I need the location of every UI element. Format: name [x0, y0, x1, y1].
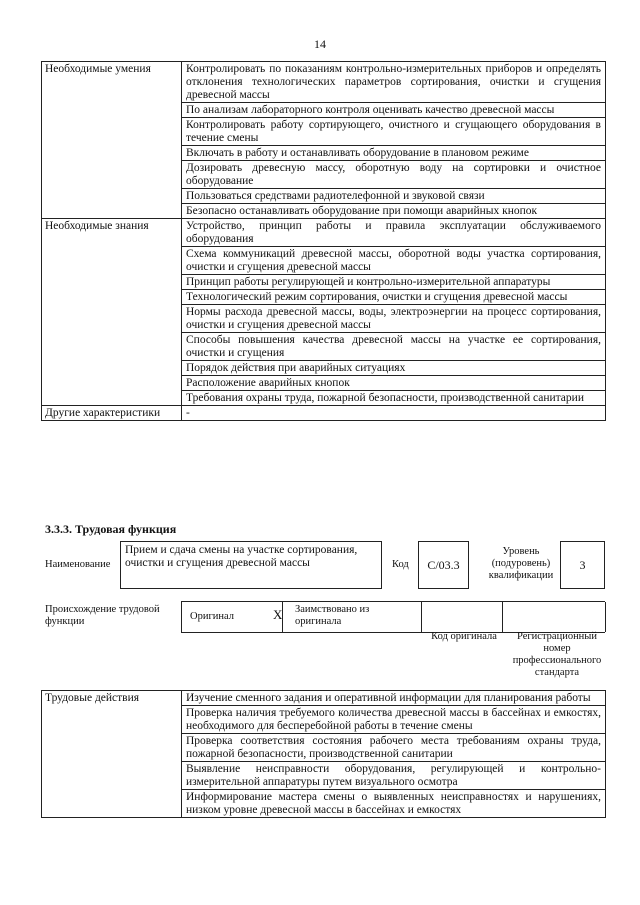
original-label: Оригинал: [190, 611, 234, 622]
level-label: Уровень (подуровень) квалификации: [488, 546, 554, 581]
table-row: [42, 62, 606, 103]
code-label: Код: [392, 559, 409, 570]
borrowed-label: Заимствовано из оригинала: [295, 604, 370, 627]
knowledge-item: Технологический режим сортирования, очистки и сгущения древесной массы: [182, 290, 606, 305]
knowledge-item: Требования охраны труда, пожарной безопасности, производственной санитарии: [182, 391, 606, 406]
skill-item: Включать в работу и останавливать оборудование в плановом режиме: [182, 146, 606, 161]
action-item: Проверка соответствия состояния рабочего места требованиям охраны труда, пожарной безопасности, производственной санитарии: [182, 734, 606, 762]
knowledge-item: Схема коммуникаций древесной массы, оборотной воды участка сортирования, очистки и сгущения древесной массы: [182, 247, 606, 275]
function-name-box: Прием и сдача смены на участке сортирования, очистки и сгущения древесной массы: [120, 541, 382, 589]
knowledge-item: Устройство, принцип работы и правила эксплуатации обслуживаемого оборудования: [182, 219, 606, 247]
function-level-box: 3: [560, 541, 605, 589]
table-row: [42, 406, 606, 421]
origin-label: Происхождение трудовой функции: [45, 604, 160, 627]
skill-item: Дозировать древесную массу, оборотную воду на сортировки и очистное оборудование: [182, 161, 606, 189]
other-value: -: [182, 406, 606, 421]
actions-label: Трудовые действия: [42, 691, 182, 818]
action-item: Проверка наличия требуемого количества древесной массы в бассейнах и емкостях, необходимого для бесперебойной работы в течение смены: [182, 706, 606, 734]
skills-knowledge-table: [41, 61, 606, 421]
origin-reg-cell: [502, 602, 606, 632]
page-number: 14: [314, 37, 326, 51]
origin-original-cell: [181, 602, 283, 632]
code-original-label: Код оригинала: [431, 631, 497, 642]
knowledge-item: Принцип работы регулирующей и контрольно-измерительной аппаратуры: [182, 275, 606, 290]
skill-item: Пользоваться средствами радиотелефонной и звуковой связи: [182, 189, 606, 204]
function-code-box: С/03.3: [418, 541, 469, 589]
skill-item: По анализам лабораторного контроля оценивать качество древесной массы: [182, 103, 606, 118]
action-item: Информирование мастера смены о выявленных неисправностях и нарушениях, низком уровне древесной массы в бассейнах и емкостях: [182, 790, 606, 818]
knowledge-label: Необходимые знания: [42, 219, 182, 406]
other-label: Другие характеристики: [42, 406, 182, 421]
skills-label: Необходимые умения: [42, 62, 182, 219]
knowledge-item: Способы повышения качества древесной массы на участке ее сортирования, очистки и сгущения: [182, 333, 606, 361]
skill-item: Безопасно останавливать оборудование при помощи аварийных кнопок: [182, 204, 606, 219]
action-item: Изучение сменного задания и оперативной информации для планирования работы: [182, 691, 606, 706]
table-row: [42, 691, 606, 706]
knowledge-item: Расположение аварийных кнопок: [182, 376, 606, 391]
name-label: Наименование: [45, 559, 111, 570]
knowledge-item: Нормы расхода древесной массы, воды, электроэнергии на процесс сортирования, очистки и сгущения древесной массы: [182, 305, 606, 333]
original-mark: X: [273, 607, 283, 622]
reg-number-label: Регистрационный номер профессионального стандарта: [512, 631, 602, 678]
origin-borrowed-cell: [273, 602, 422, 632]
section-title: 3.3.3. Трудовая функция: [45, 522, 177, 536]
table-row: [42, 219, 606, 247]
labor-actions-table: [41, 690, 606, 818]
skill-item: Контролировать работу сортирующего, очистного и сгущающего оборудования в течение смены: [182, 118, 606, 146]
knowledge-item: Порядок действия при аварийных ситуациях: [182, 361, 606, 376]
origin-table: [181, 601, 605, 633]
action-item: Выявление неисправности оборудования, регулирующей и контрольно-измерительной аппаратуры путем визуального осмотра: [182, 762, 606, 790]
skill-item: Контролировать по показаниям контрольно-измерительных приборов и определять отклонения технологических параметров сортирования, очистки и сгущения древесной массы: [182, 62, 606, 103]
origin-code-cell: [420, 602, 503, 632]
